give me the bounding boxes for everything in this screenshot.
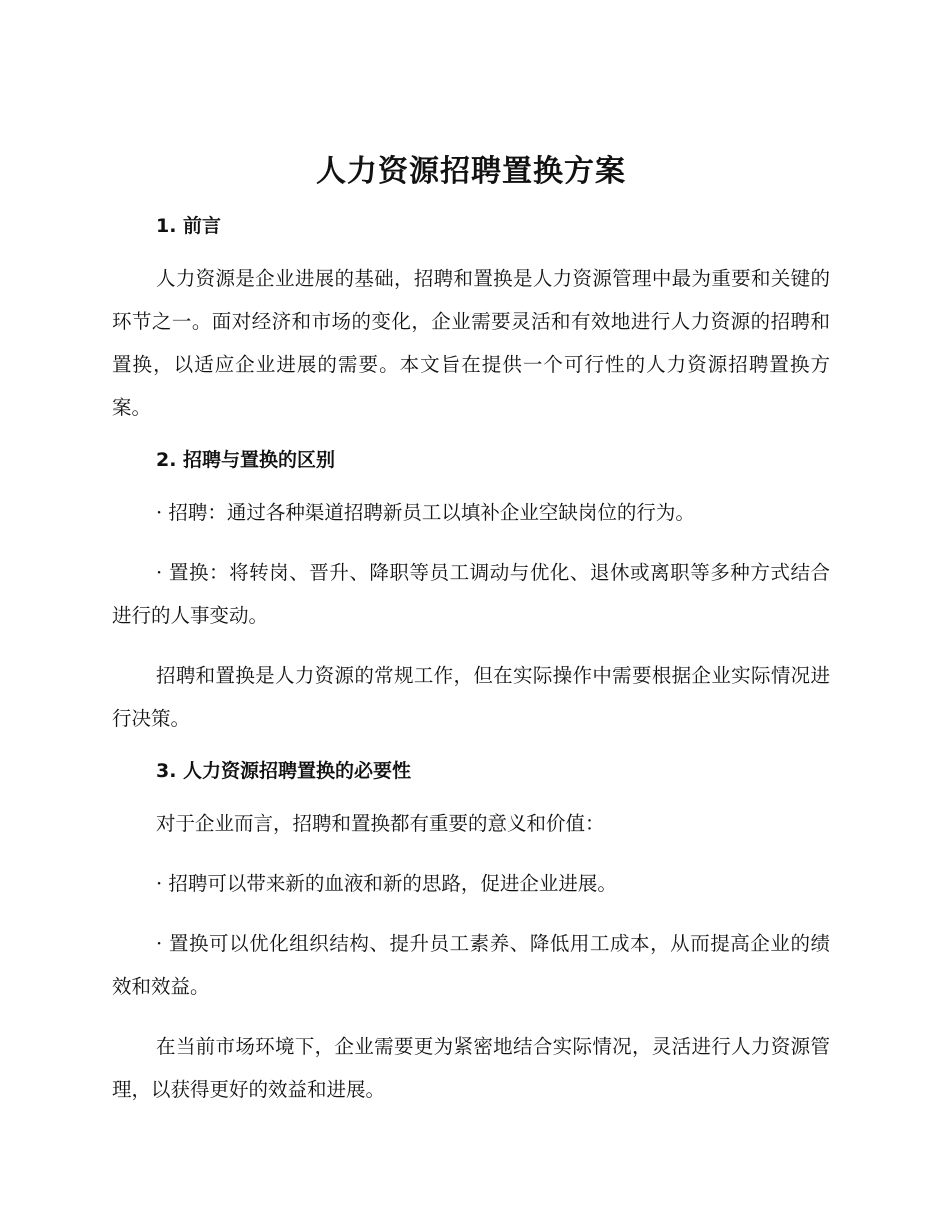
bullet-paragraph: · 招聘可以带来新的血液和新的思路，促进企业进展。	[156, 872, 617, 895]
bullet-paragraph: · 招聘：通过各种渠道招聘新员工以填补企业空缺岗位的行为。	[156, 501, 695, 524]
document-page	[112, 150, 830, 1128]
bullet-paragraph: · 置换可以优化组织结构、提升员工素养、降低用工成本，从而提高企业的绩效和效益。	[112, 932, 830, 998]
section-heading-difference: 2. 招聘与置换的区别	[156, 449, 336, 471]
section-heading-preface: 1. 前言	[156, 215, 222, 237]
paragraph: 招聘和置换是人力资源的常规工作，但在实际操作中需要根据企业实际情况进行决策。	[112, 664, 830, 730]
bullet-paragraph: · 置换：将转岗、晋升、降职等员工调动与优化、退休或离职等多种方式结合进行的人事变动。	[112, 561, 830, 627]
paragraph: 对于企业而言，招聘和置换都有重要的意义和价值：	[156, 812, 605, 835]
paragraph: 人力资源是企业进展的基础，招聘和置换是人力资源管理中最为重要和关键的环节之一。面对经济和市场的变化，企业需要灵活和有效地进行人力资源的招聘和置换，以适应企业进展的需要。本文旨在提供一个可行性的人力资源招聘置换方案。	[112, 267, 830, 419]
section-heading-necessity: 3. 人力资源招聘置换的必要性	[156, 760, 412, 782]
paragraph: 在当前市场环境下，企业需要更为紧密地结合实际情况，灵活进行人力资源管理，以获得更好的效益和进展。	[112, 1035, 830, 1101]
document-title: 人力资源招聘置换方案	[316, 154, 626, 189]
